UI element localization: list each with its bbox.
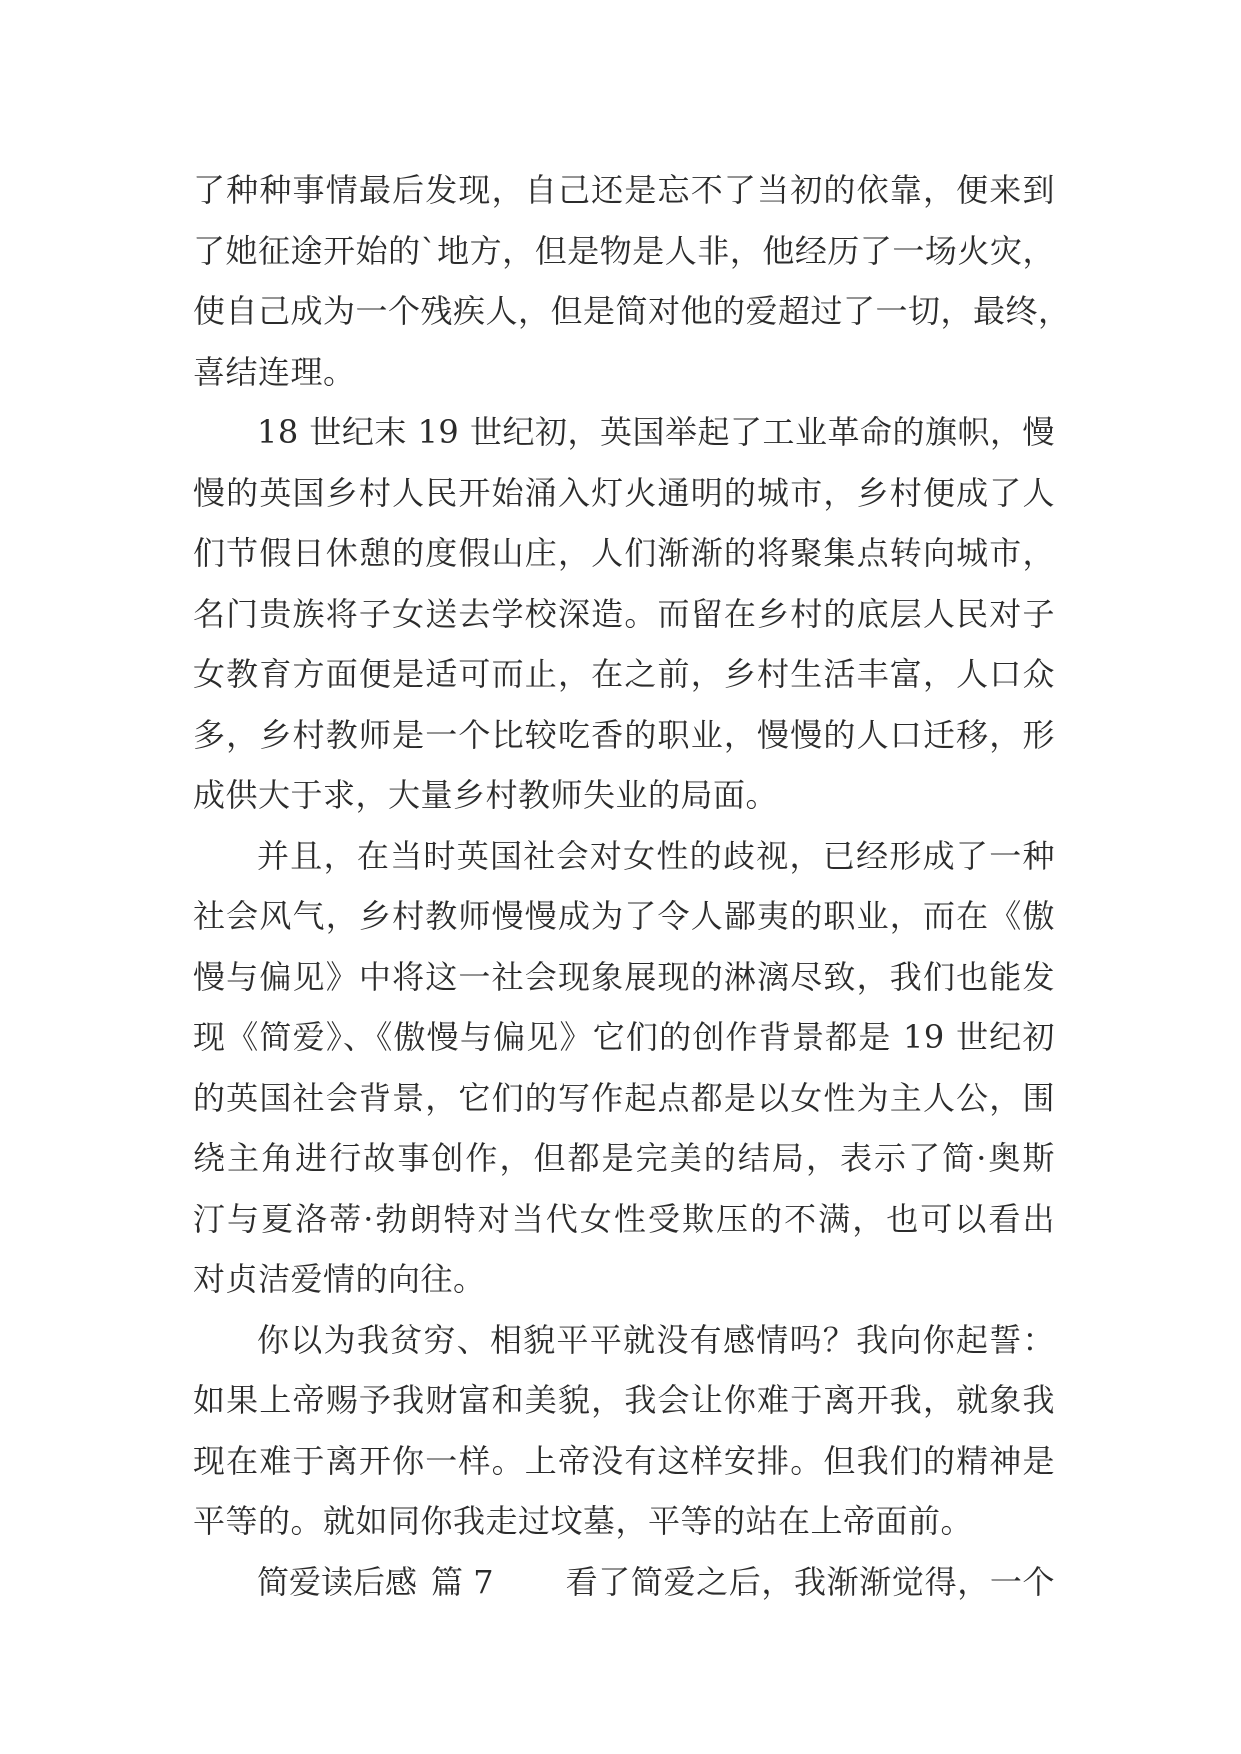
text-line: 多，乡村教师是一个比较吃香的职业，慢慢的人口迁移，形 bbox=[193, 715, 1055, 754]
document-body bbox=[193, 160, 1071, 1612]
text-line: 们节假日休憩的度假山庄，人们渐渐的将聚集点转向城市， bbox=[193, 534, 1055, 572]
paragraph-1 bbox=[193, 160, 1071, 402]
text-line: 名门贵族将子女送去学校深造。而留在乡村的底层人民对子 bbox=[193, 594, 1055, 633]
text-line: 现《简爱》、《傲慢与偏见》它们的创作背景都是 19 世纪初 bbox=[193, 1018, 1055, 1056]
text-line: 了她征途开始的`地方，但是物是人非，他经历了一场火灾， bbox=[193, 231, 1055, 270]
text-line: 你以为我贫穷、相貌平平就没有感情吗？我向你起誓： bbox=[257, 1320, 1055, 1359]
text-line: 并且，在当时英国社会对女性的歧视，已经形成了一种 bbox=[257, 836, 1055, 875]
text-line: 现在难于离开你一样。上帝没有这样安排。但我们的精神是 bbox=[193, 1441, 1055, 1480]
text-line: 慢与偏见》中将这一社会现象展现的淋漓尽致，我们也能发 bbox=[193, 957, 1055, 996]
text-line: 的英国社会背景，它们的写作起点都是以女性为主人公，围 bbox=[193, 1078, 1055, 1117]
section-heading bbox=[193, 1552, 1055, 1613]
text-line: 女教育方面便是适可而止，在之前，乡村生活丰富，人口众 bbox=[193, 655, 1055, 693]
text-line: 18 世纪末 19 世纪初，英国举起了工业革命的旗帜，慢 bbox=[257, 413, 1055, 451]
text-line: 社会风气，乡村教师慢慢成为了令人鄙夷的职业，而在《傲 bbox=[193, 897, 1055, 935]
section-number: 篇 7 bbox=[431, 1562, 494, 1601]
section-title: 简爱读后感 bbox=[257, 1562, 418, 1601]
text-line: 喜结连理。 bbox=[193, 352, 356, 391]
text-line: 绕主角进行故事创作，但都是完美的结局，表示了简·奥斯 bbox=[193, 1139, 1055, 1177]
text-line: 汀与夏洛蒂·勃朗特对当代女性受欺压的不满，也可以看出 bbox=[193, 1199, 1055, 1238]
text-line: 了种种事情最后发现，自己还是忘不了当初的依靠，便来到 bbox=[193, 171, 1055, 209]
section-opening-text: 看了简爱之后，我渐渐觉得，一个 bbox=[565, 1562, 1055, 1601]
text-line: 对贞洁爱情的向往。 bbox=[193, 1260, 486, 1298]
text-line: 慢的英国乡村人民开始涌入灯火通明的城市，乡村便成了人 bbox=[193, 473, 1055, 512]
paragraph-2 bbox=[193, 402, 1055, 826]
text-line: 如果上帝赐予我财富和美貌，我会让你难于离开我，就象我 bbox=[193, 1381, 1055, 1419]
text-line: 使自己成为一个残疾人，但是简对他的爱超过了一切，最终， bbox=[193, 292, 1071, 330]
text-line: 成供大于求，大量乡村教师失业的局面。 bbox=[193, 776, 779, 814]
paragraph-4 bbox=[193, 1310, 1055, 1552]
paragraph-3 bbox=[193, 826, 1055, 1310]
text-line: 平等的。就如同你我走过坟墓，平等的站在上帝面前。 bbox=[193, 1502, 974, 1540]
